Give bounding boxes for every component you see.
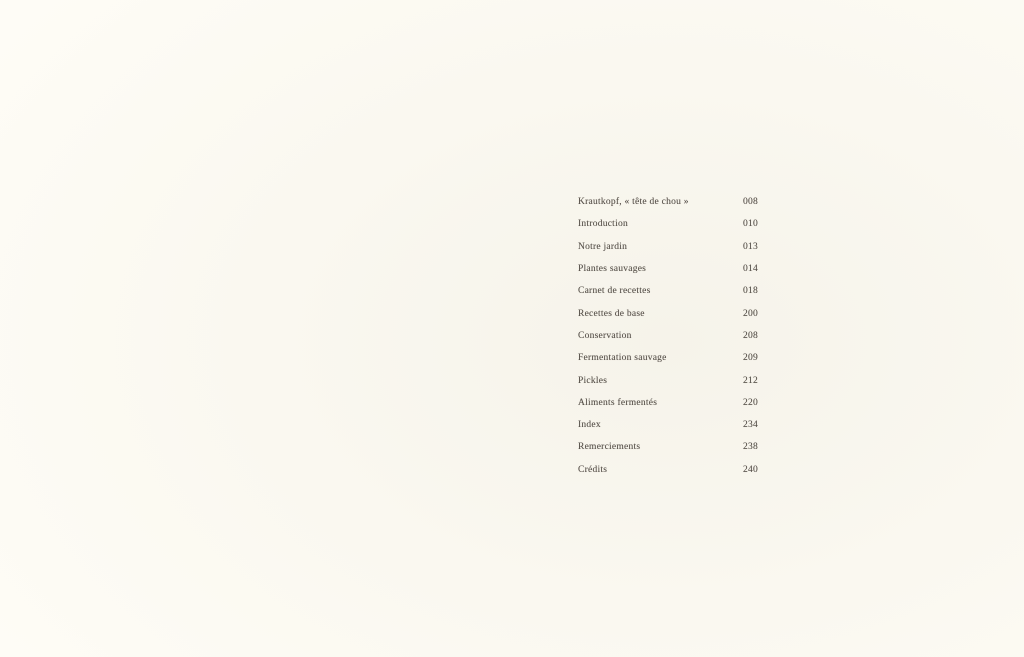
toc-row: [578, 236, 758, 258]
toc-row: [578, 302, 758, 324]
toc-entry-page: 200: [743, 308, 758, 319]
toc-entry-label: Fermentation sauvage: [578, 353, 667, 364]
toc-row: [578, 258, 758, 280]
toc-entry-label: Crédits: [578, 464, 608, 475]
toc-entry-page: 018: [743, 286, 758, 297]
toc-entry-page: 234: [743, 420, 758, 431]
toc-entry-page: 010: [743, 219, 758, 230]
toc-row: [578, 213, 758, 235]
toc-row: [578, 347, 758, 369]
table-of-contents: [578, 191, 758, 481]
toc-entry-page: 240: [743, 464, 758, 475]
toc-entry-page: 208: [743, 330, 758, 341]
toc-entry-label: Plantes sauvages: [578, 264, 647, 275]
toc-row: [578, 280, 758, 302]
toc-entry-page: 013: [743, 241, 758, 252]
toc-entry-page: 209: [743, 353, 758, 364]
toc-entry-label: Introduction: [578, 219, 628, 230]
toc-entry-label: Krautkopf, « tête de chou »: [578, 197, 689, 208]
toc-row: [578, 369, 758, 391]
toc-row: [578, 459, 758, 481]
toc-entry-label: Remerciements: [578, 442, 641, 453]
toc-row: [578, 325, 758, 347]
toc-row: [578, 191, 758, 213]
toc-entry-page: 008: [743, 197, 758, 208]
toc-row: [578, 392, 758, 414]
toc-row: [578, 414, 758, 436]
toc-entry-page: 238: [743, 442, 758, 453]
toc-entry-label: Carnet de recettes: [578, 286, 651, 297]
toc-entry-page: 212: [743, 375, 758, 386]
toc-row: [578, 436, 758, 458]
toc-entry-page: 220: [743, 397, 758, 408]
toc-entry-label: Index: [578, 420, 601, 431]
toc-entry-label: Pickles: [578, 375, 608, 386]
toc-entry-page: 014: [743, 264, 758, 275]
toc-entry-label: Aliments fermentés: [578, 397, 658, 408]
toc-entry-label: Conservation: [578, 330, 632, 341]
toc-entry-label: Notre jardin: [578, 241, 628, 252]
toc-entry-label: Recettes de base: [578, 308, 645, 319]
